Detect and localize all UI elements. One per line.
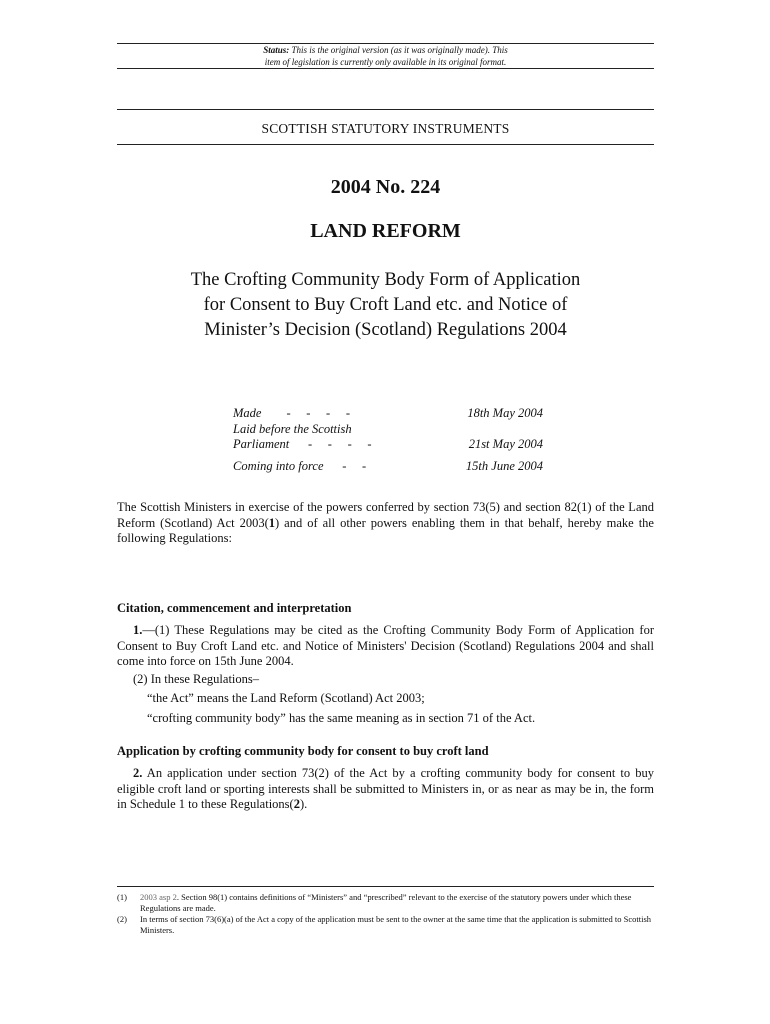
preamble-text-2: ) and of all other powers enabling them in that behalf, hereby make the following Regulations: — [117, 515, 654, 545]
section-1-heading: Citation, commencement and interpretation — [117, 601, 352, 615]
laid-row-label — [233, 422, 543, 437]
footnote-2-number: (2) — [117, 914, 127, 924]
dates-table — [233, 406, 543, 474]
si-number: 2004 No. 224 — [330, 176, 441, 198]
laid-label-2: Parliament - - - - — [233, 437, 372, 451]
section-2-text-2: ). — [299, 797, 308, 811]
made-date: 18th May 2004 — [467, 406, 543, 420]
preamble — [117, 500, 654, 547]
section-2-text-1: An application under section 73(2) of the Act by a crofting community body for consent to buy eligible croft land or sporting interests shall be submitted to Ministers in, or as near as may be in, the form in Schedule 1 to these Regulations( — [117, 766, 654, 811]
title-line-3: Minister’s Decision (Scotland) Regulations 2004 — [204, 320, 567, 340]
status-line-1: This is the original version (as it was originally made). This — [291, 45, 508, 55]
title-line-2: for Consent to Buy Croft Land etc. and Notice of — [203, 295, 568, 315]
regulations-title — [117, 268, 654, 343]
footnote-2-text: In terms of section 73(6)(a) of the Act a copy of the application must be sent to the owner at the same time that the application is submitted to Scottish Ministers. — [140, 914, 652, 935]
footnote-1-link[interactable]: 2003 asp 2 — [140, 892, 177, 902]
section-1-para-2-text: (2) In these Regulations– — [133, 672, 260, 686]
made-label: Made - - - - — [233, 406, 350, 420]
preamble-text-1: The Scottish Ministers in exercise of the powers conferred by section 73(5) and section 82(1) of the Land Reform (Scotland) Act 2003( — [117, 500, 654, 530]
series-bottom-rule — [117, 144, 654, 145]
section-1-para-1 — [117, 623, 654, 670]
section-2-number: 2. — [133, 766, 143, 780]
status-label: Status: — [263, 45, 290, 55]
laid-date: 21st May 2004 — [468, 437, 543, 451]
footnote-1-text: . Section 98(1) contains definitions of “Ministers” and “prescribed” relevant to the exercise of the statutory powers under which these Regulations are made. — [140, 892, 632, 913]
section-2-para — [117, 766, 654, 813]
definition-ccb — [117, 711, 654, 727]
status-note — [117, 44, 654, 68]
definition-act-text: “the Act” means the Land Reform (Scotland) Act 2003; — [147, 691, 425, 705]
force-date: 15th June 2004 — [465, 459, 543, 473]
laid-row — [233, 437, 543, 452]
section-2-heading: Application by crofting community body for consent to buy croft land — [117, 744, 489, 758]
series-top-rule — [117, 109, 654, 110]
laid-label-1: Laid before the Scottish — [233, 422, 352, 436]
made-row — [233, 406, 543, 421]
footnote-1 — [117, 892, 654, 913]
series-title: SCOTTISH STATUTORY INSTRUMENTS — [261, 121, 510, 136]
footnotes — [117, 892, 654, 935]
force-label: Coming into force - - — [233, 459, 367, 473]
footnote-2 — [117, 914, 654, 935]
section-1-para-2 — [117, 672, 654, 688]
definition-ccb-text: “crofting community body” has the same meaning as in section 71 of the Act. — [147, 711, 536, 725]
footnote-1-body — [140, 892, 654, 913]
subject-heading: LAND REFORM — [310, 220, 461, 242]
definition-act — [117, 691, 654, 707]
section-1-text: —(1) These Regulations may be cited as the Crofting Community Body Form of Application for Consent to Buy Croft Land etc. and Notice of Ministers' Decision (Scotland) Regulations 2004 and shall come into force on 15th June 2004. — [117, 623, 654, 668]
footnote-ref-1[interactable]: 1 — [268, 515, 275, 530]
footnote-1-number: (1) — [117, 892, 127, 902]
section-1-number: 1. — [133, 623, 143, 637]
force-row — [233, 459, 543, 474]
status-line-2: item of legislation is currently only available in its original format. — [264, 57, 507, 67]
footnote-ref-2[interactable]: 2 — [293, 797, 300, 811]
footnotes-rule — [117, 886, 654, 887]
title-line-1: The Crofting Community Body Form of Application — [190, 270, 581, 290]
status-bottom-rule — [117, 68, 654, 69]
